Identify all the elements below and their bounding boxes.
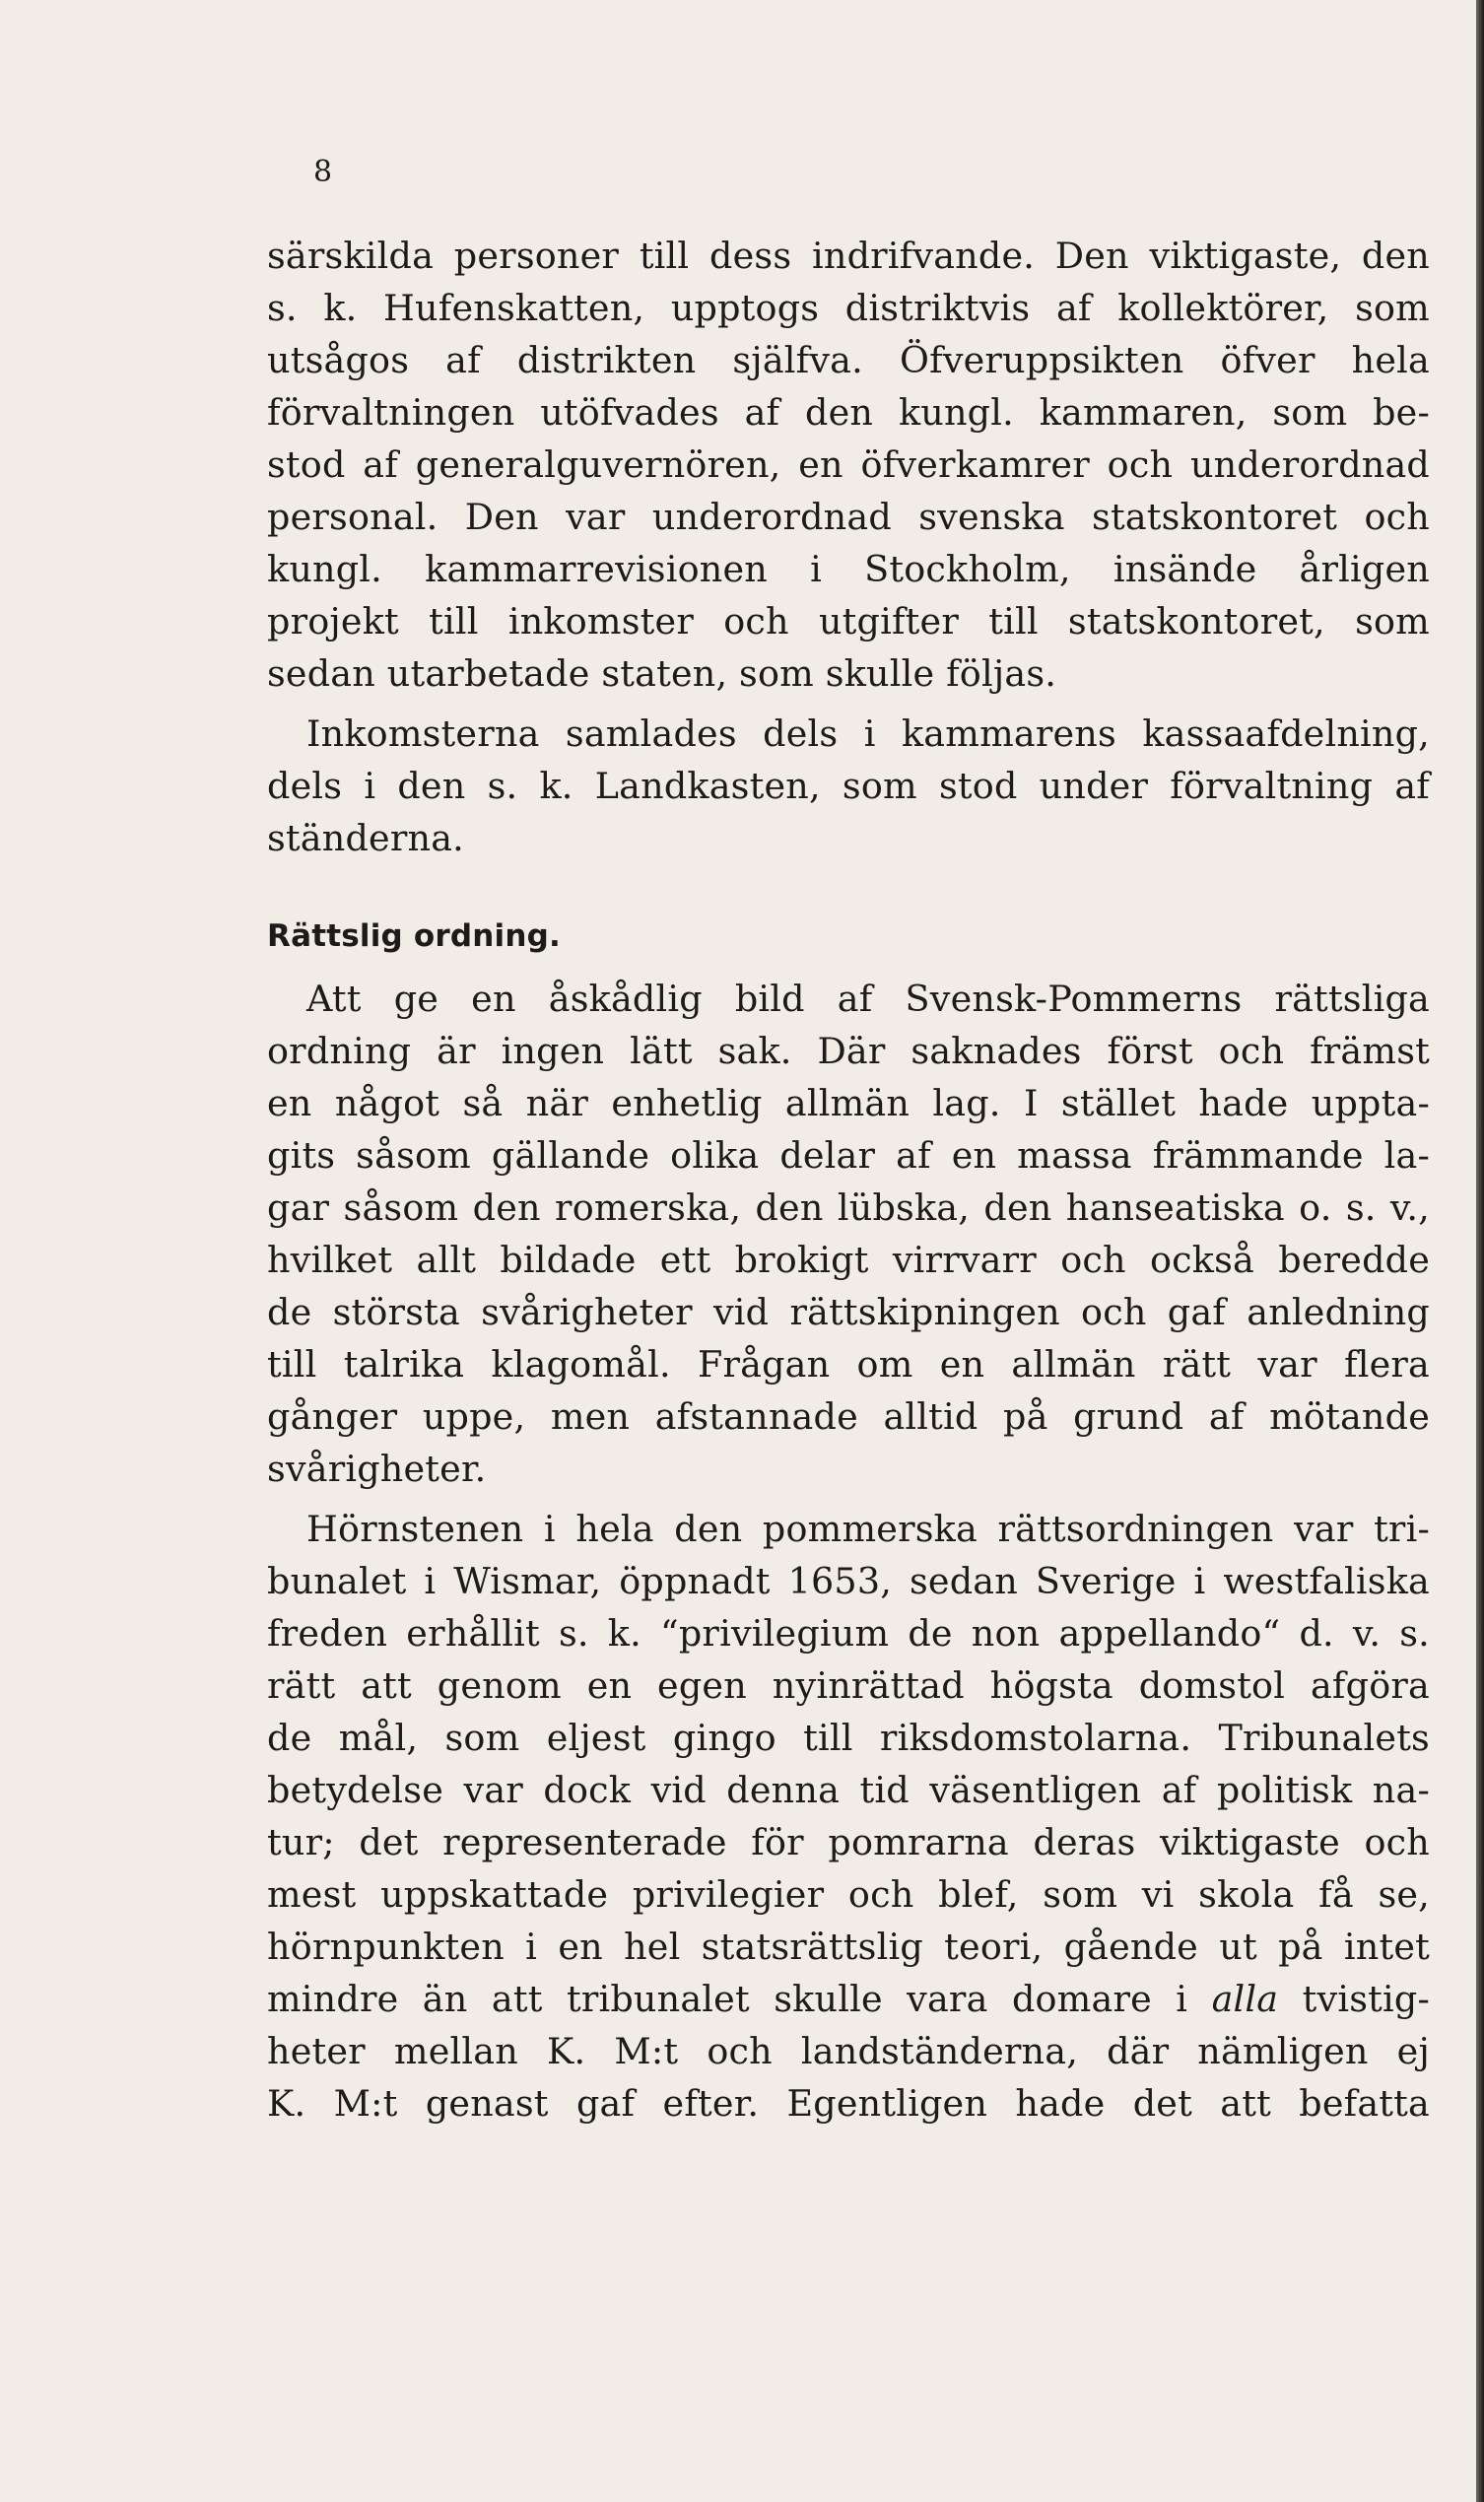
text-line: de största svårigheter vid rättskipningen och gaf anledning — [267, 1291, 1430, 1333]
text-line: förvaltningen utöfvades af den kungl. kammaren, som be- — [267, 391, 1430, 434]
text-line: svårigheter. — [267, 1448, 487, 1490]
text-line: hörnpunkten i en hel statsrättslig teori, gående ut på intet — [267, 1926, 1430, 1968]
text-line: freden erhållit s. k. “privilegium de non appellando“ d. v. s. — [267, 1612, 1430, 1655]
text-line: bunalet i Wismar, öppnadt 1653, sedan Sverige i westfaliska — [267, 1560, 1430, 1602]
text-line: Inkomsterna samlades dels i kammarens kassaafdelning, — [306, 712, 1430, 755]
text-line: dels i den s. k. Landkasten, som stod under förvaltning af — [267, 765, 1430, 807]
section-heading: Rättslig ordning. — [267, 918, 562, 954]
text-line: hvilket allt bildade ett brokigt virrvarr och också beredde — [267, 1239, 1430, 1281]
text-line: sedan utarbetade staten, som skulle följas. — [267, 652, 1057, 695]
text-line: stod af generalguvernören, en öfverkamrer och underordnad — [267, 443, 1430, 486]
text-line: ordning är ingen lätt sak. Där saknades först och främst — [267, 1030, 1430, 1072]
text-line: Att ge en åskådlig bild af Svensk-Pommerns rättsliga — [306, 978, 1430, 1020]
text-line: utsågos af distrikten själfva. Öfveruppsikten öfver hela — [267, 339, 1430, 381]
text-line: de mål, som eljest gingo till riksdomstolarna. Tribunalets — [267, 1717, 1430, 1759]
text-line: gånger uppe, men afstannade alltid på grund af mötande — [267, 1395, 1430, 1438]
text-line: ständerna. — [267, 817, 464, 859]
text-line: kungl. kammarrevisionen i Stockholm, insände årligen — [267, 548, 1430, 590]
text-line: en något så när enhetlig allmän lag. I stället hade uppta- — [267, 1082, 1430, 1124]
text-line: s. k. Hufenskatten, upptogs distriktvis af kollektörer, som — [267, 287, 1430, 329]
text-line: särskilda personer till dess indrifvande. Den viktigaste, den — [267, 235, 1430, 277]
text-line: rätt att genom en egen nyinrättad högsta domstol afgöra — [267, 1664, 1430, 1707]
text-line: personal. Den var underordnad svenska statskontoret och — [267, 496, 1430, 538]
text-line: projekt till inkomster och utgifter till statskontoret, som — [267, 600, 1430, 642]
text-segment: mindre än att tribunalet skulle vara domare i — [267, 1978, 1212, 2020]
text-segment: tvistig- — [1278, 1978, 1430, 2020]
page-edge-shadow — [1476, 0, 1484, 2502]
text-line: mest uppskattade privilegier och blef, som vi skola få se, — [267, 1873, 1430, 1916]
page-number: 8 — [313, 155, 333, 189]
text-line: Hörnstenen i hela den pommerska rättsordningen var tri- — [306, 1508, 1430, 1550]
text-line: till talrika klagomål. Frågan om en allmän rätt var flera — [267, 1343, 1430, 1386]
text-line: heter mellan K. M:t och landständerna, där nämligen ej — [267, 2030, 1430, 2072]
text-line: tur; det representerade för pomrarna deras viktigaste och — [267, 1821, 1430, 1863]
text-line — [267, 1974, 1430, 2025]
text-line: betydelse var dock vid denna tid väsentligen af politisk na- — [267, 1769, 1430, 1811]
text-line: gar såsom den romerska, den lübska, den hanseatiska o. s. v., — [267, 1186, 1430, 1229]
text-line: K. M:t genast gaf efter. Egentligen hade det att befatta — [267, 2082, 1430, 2125]
italic-word: alla — [1211, 1978, 1279, 2020]
text-line: gits såsom gällande olika delar af en massa främmande la- — [267, 1134, 1430, 1177]
